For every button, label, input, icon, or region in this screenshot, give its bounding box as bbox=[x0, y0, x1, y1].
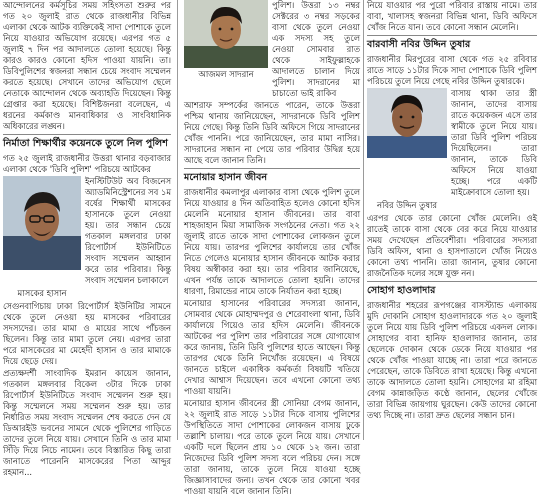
article-paragraph: প্রত্যক্ষদর্শী সাংবাদিক ইমরান কায়েস জানান, গতকাল মঙ্গলবার বিকেল ৩টার দিকে ঢাকা রিপোর্টার্স ইউনিটিতে সংবাদ সম্মেলন শুরু হয়। কিন্তু সম্মেলনে সময় সম্মেলন শুরু হয়। তার নির্ধারিত সময় সংবাদ সম্মেলন শেষ করতে দেন যে ডিআরইউ ভবনের সামনে থেকে পুলিশের গাড়িতে তাদের তুলে নিয়ে যায়। সেখানে তিনি ও তার মামা সিঁড়ি দিয়ে নিচে নামেন। তবে বিস্তারিত কিছু তারা জানাতে পারেননি মাসকেরের পিতা আব্দুর রহমান... bbox=[3, 368, 171, 477]
photo-block bbox=[184, 0, 268, 100]
article-paragraph: মনোয়ার হাসানের পরিবারের সদস্যরা জানান, সোমবার থেকে মোহাম্মদপুর ও শেরেবাংলা থানা, ডিবি কার্যালয়ে গিয়েও তার হদিস মেলেনি। জীবনকে আটকের পর পুলিশ তার পরিবারের সঙ্গে যোগাযোগ করে জানায়, তিনি ডিবি পুলিশের হাতে আছেন। কিন্তু তারপর থেকে তিনি নিখোঁজ রয়েছেন। এ বিষয়ে জানতে চাইলে একাধিক কর্মকর্তা বিষয়টি খতিয়ে দেখার আশ্বাস দিয়েছেন। তবে এখনো কোনো তথ্য পাওয়া যায়নি। bbox=[184, 298, 360, 396]
article-paragraph: নিয়ে যাওয়ার পর পুরো পরিবার রাস্তায় নামে। তার বাবা, খালাসহ স্বজনরা বিভিন্ন থানা, ডিবি অফিসে খোঁজ নিতে যান। তবে কোনো সন্ধান মেলেনি। bbox=[367, 0, 537, 32]
portrait-photo bbox=[3, 176, 81, 270]
article-paragraph: সেগুনবাগিচায় ঢাকা রিপোর্টার্স ইউনিটির সামনে থেকে তুলে নেওয়া হয় মাসকের পরিবারের সদস্যদের। তার মামা ও মায়ের সাথে পাঁচজন ছিলেন। কিন্তু তার মামা তুলে নেয়। এরপর তারা পরে মাসকেরের মা মেহেদী হাসান ও তার মামাকে দিয়ে ছেড়ে দেয়। bbox=[3, 301, 171, 366]
article-headline: সোহাগ হাওলাদার bbox=[367, 285, 436, 296]
article-paragraph: গত ২৫ জুলাই রাজধানীর উত্তরা থানার বড়বাজার এলাকা থেকে 'ডিবি পুলিশ' পরিচয়ে আটকের bbox=[3, 153, 171, 174]
column-divider bbox=[363, 0, 364, 440]
article-paragraph: ইনস্টিটিউট অব বিজনেস অ্যাডমিনিস্ট্রেশনের সব ১ম বর্ষের শিক্ষার্থী মাসকের হাসানকে তুলে নেওয়া হয়। তার সন্ধান চেয়ে গতকাল মঙ্গলবার ঢাকা রিপোর্টার্স ইউনিটিতে সংবাদ সম্মেলন আহ্বান করে তার পরিবার। কিন্তু সংবাদ সম্মেলন চলাকালে bbox=[85, 176, 171, 285]
article-paragraph: এরপর থেকে তার কোনো খোঁজ মেলেনি। ওই রাতেই তাকে বাসা থেকে বের করে নিয়ে যাওয়ার সময় দেখেছেন প্রতিবেশীরা। পরিবারের সদস্যরা ডিবি অফিস, থানা ও হাসপাতালে খোঁজ নিয়েও কোনো তথ্য পাননি। তারা জানান, তুষার কোনো রাজনৈতিক দলের সঙ্গে যুক্ত নন। bbox=[367, 213, 537, 278]
article-headline: মনোয়ার হাসান জীবন bbox=[184, 172, 268, 183]
photo-block bbox=[3, 176, 81, 287]
photo-block bbox=[367, 88, 447, 199]
column-divider bbox=[177, 0, 178, 440]
article-paragraph: আশরাফ সম্পর্কের জানতে পারেন, তাকে উত্তরা পশ্চিম থানায় জানিয়েছেন, সাদরানকে ডিবি পুলিশ নিয়ে গেছে। কিন্তু তিনি ডিবি অফিসে গিয়ে সাদরানের খোঁজ পাননি। পরে জানিয়েছেন, তার মামা নাসির। সাদরানের সন্ধান না পেয়ে তার পরিবার উদ্বিগ্ন হয়ে আছে বলে জানান তিনি। bbox=[184, 100, 360, 165]
portrait-photo bbox=[184, 0, 268, 68]
article-headline: নির্মাতা শিক্ষার্থীর কয়েনকে তুলে নিল পুলিশ bbox=[3, 138, 168, 149]
text-beside-photo bbox=[451, 88, 537, 199]
article-paragraph: রাজধানীর শহরের রূপগঞ্জের বাসস্ট্যান্ড এলাকায় মুদি দোকানি সোহাগ হাওলাদারকে গত ২০ জুলাই তুলে নিয়ে যায় ডিবি পুলিশ পরিচয়ে একদল লোক। সোহাগের বাবা হানিফ হাওলাদার জানান, তার ছেলেকে দোকান থেকে ডেকে নিয়ে যাওয়ার পর থেকে খোঁজ পাওয়া যাচ্ছে না। তারা পরে জানতে পেরেছেন, তাকে ডিবিতে রাখা হয়েছে। কিন্তু এখনো তাকে আদালতে তোলা হয়নি। সোহাগের মা রহিমা বেগম কান্নাজড়িত কণ্ঠে জানান, ছেলের খোঁজে তারা বিভিন্ন জায়গায় ঘুরছেন। কেউ তাদের কোনো তথ্য দিচ্ছে না। তারা দ্রুত ছেলের সন্ধান চান। bbox=[367, 300, 537, 420]
portrait-photo bbox=[367, 88, 447, 158]
photo-row bbox=[184, 0, 360, 100]
photo-row bbox=[367, 88, 537, 199]
article-paragraph: মনোয়ার হাসান জীবনের স্ত্রী সোনিয়া বেগম জানান, ২২ জুলাই রাত সাড়ে ১১টার দিকে বাসায় পুলিশের উপস্থিতিতে সাদা পোশাকের লোকজন বাসায় ঢুকে তল্লাশি চালায়। পরে তাকে তুলে নিয়ে যায়। সেখানে একটি দলে ছিলেন প্রায় ১০ থেকে ১২ জন। তারা নিজেদের ডিবি পুলিশ সদস্য বলে পরিচয় দেন। সঙ্গে তারা জানায়, তাকে তুলে নিয়ে যাওয়া হচ্ছে জিজ্ঞাসাবাদের জন্য। তখন থেকে তার কোনো খবর পাওয়া যায়নি বলে জানান তিনি। bbox=[184, 398, 360, 496]
text-beside-photo bbox=[85, 176, 171, 287]
article-paragraph: আন্দোলনের কর্মসূচির সময় সহিংসতা শুরুর পর গত ২০ জুলাই রাত থেকে রাজধানীর বিভিন্ন এলাকা থেকে আটক ব্যক্তিকেই সাদা পোশাকে তুলে নিয়ে যাওয়ার অভিযোগ রয়েছে। এরপর গত ৫ জুলাই ৭ দিন পর আদালতে তোলা হয়েছে। কিন্তু কারও কারও কোনো হদিস পাওয়া যায়নি। তা। ডিবিপুলিশের স্বজনরা সন্ধান চেয়ে সংবাদ সম্মেলন করতে হয়েছে। সেখানে তাদের অভিযোগ ছেলে নেতাকে আন্দোলন থেকে অব্যাহতি দিয়েছেন। কিন্তু গ্রেপ্তার করা হয়েছে। বিশিষ্টজনরা বলেছেন, এ ধরনের কর্মকাণ্ড মানবাধিকার ও সাংবিধানিক অধিকারের লঙ্ঘন। bbox=[3, 0, 171, 131]
photo-row bbox=[3, 176, 171, 287]
text-beside-photo bbox=[272, 0, 360, 100]
divider bbox=[367, 281, 537, 282]
article-paragraph: বাসায় থাকা তার স্ত্রী জানান, তাদের বাসায় রাতে কয়েকজন এসে তার স্বামীকে তুলে নিয়ে যায়। তারা ডিবি পুলিশ পরিচয় দিয়েছিলেন। তারা জানান, তাকে ডিবি অফিসে নিয়ে যাওয়া হচ্ছে। পরে একটি মাইক্রোবাসে তোলা হয়। bbox=[451, 88, 537, 197]
photo-caption: আজমল সাদরান bbox=[198, 69, 254, 79]
article-paragraph: পুলিশ। উত্তরা ১৩ নম্বর সেক্টরের ৩ নম্বর সড়কের বাসা থেকে তুলে নেওয়া এক সদস্য সহ তুলে নেওয়া সোমবার রাত থেকে সাইফুল্লাহকে আদালতে চালান দিয়ে পুলিশ। সাদরানের মা চাচাতো ভাই রাকিব bbox=[272, 0, 360, 98]
divider bbox=[184, 168, 360, 169]
photo-caption: নবির উদ্দিন তুষার bbox=[376, 200, 438, 210]
column-2 bbox=[184, 0, 360, 496]
column-1 bbox=[3, 0, 171, 477]
article-headline: বারবাসী নবির উদ্দিন তুষার bbox=[367, 39, 471, 50]
divider bbox=[367, 35, 537, 36]
article-paragraph: রাজধানীর কমলাপুর এলাকার বাসা থেকে পুলিশ তুলে নিয়ে যাওয়ার ৪ দিন অতিবাহিত হলেও কোনো হদিস মেলেনি মনোয়ার হাসান জীবনের। তার বাবা শাহজাহান মিয়া সামাজিক সংগঠনের নেতা। গত ২২ জুলাই রাতে তাকে সাদা পোশাকের লোকজন তুলে নিয়ে যায়। তারপর পুলিশের কার্যালয়ে তার খোঁজ নিতে গেলেও মনোয়ার হাসান জীবনকে আটক করার বিষয় অস্বীকার করা হয়। তার পরিবার জানিয়েছে, এখন পর্যন্ত তাকে আদালতে তোলা হয়নি। তাদের ধারণা, রিমান্ডের নামে তাকে নির্যাতন করা হচ্ছে। bbox=[184, 187, 360, 296]
article-paragraph: রাজধানীর মিরপুরের বাসা থেকে গত ২৫ রবিবার রাতে সাড়ে ১১টার দিকে সাদা পোশাকে ডিবি পুলিশ পরিচয়ে তুলে নিয়ে গেছে নবির উদ্দিন তুষারকে। bbox=[367, 54, 537, 86]
divider bbox=[3, 134, 171, 135]
photo-caption: মাসকের হাসান bbox=[17, 288, 67, 298]
column-3 bbox=[367, 0, 537, 440]
